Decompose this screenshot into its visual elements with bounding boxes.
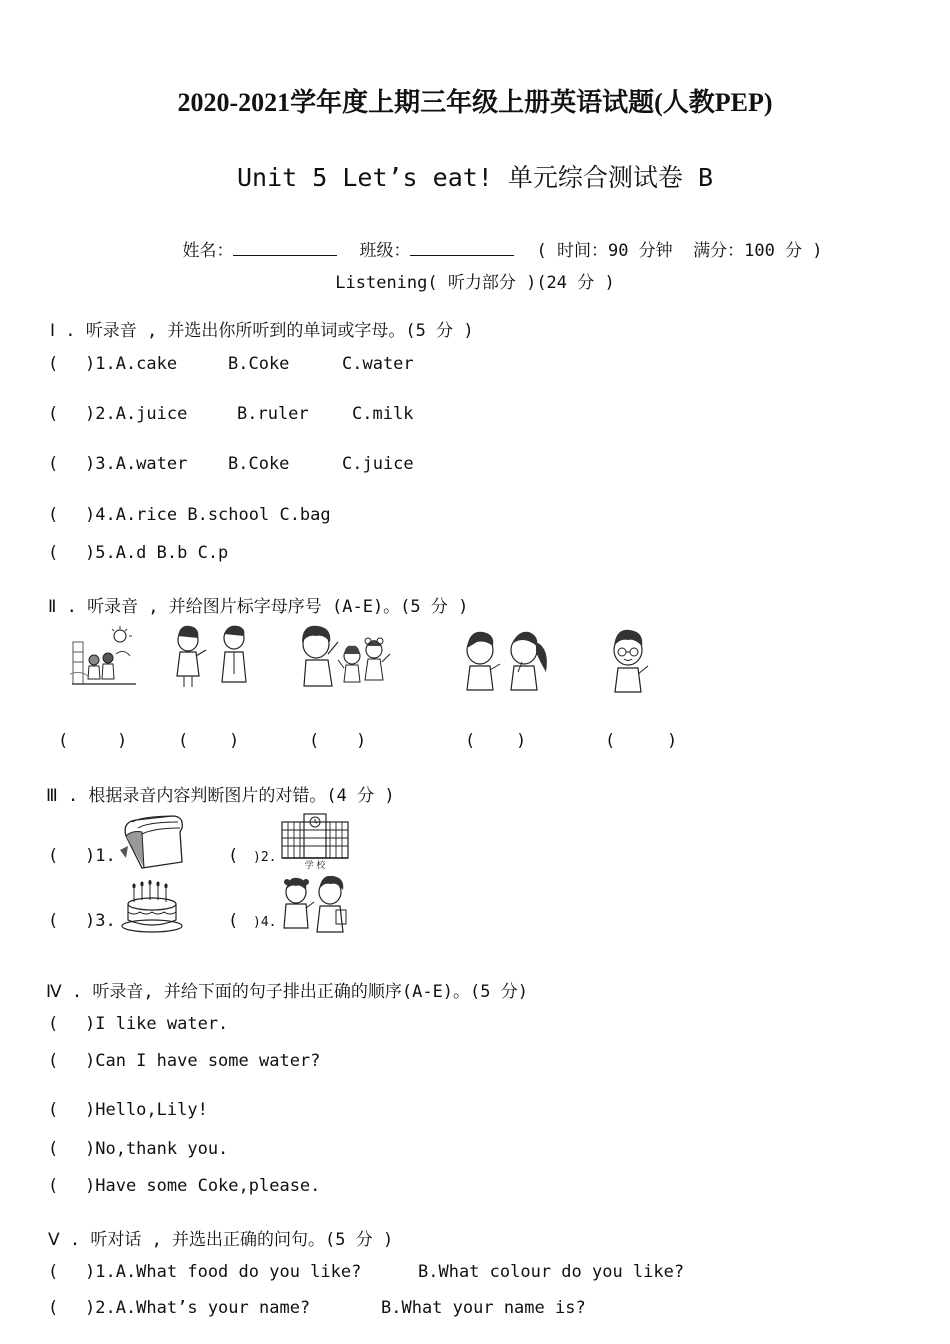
boy-glasses-picture (604, 628, 656, 694)
section-2-heading: Ⅱ . 听录音 , 并给图片标字母序号 (A-E)。(5 分 ) (48, 597, 469, 617)
s2-paren-4-open: ( (465, 731, 476, 751)
s3-q1-paren: ( (48, 846, 59, 866)
s4-item-4: )No,thank you. (85, 1139, 229, 1159)
section-3-heading: Ⅲ . 根据录音内容判断图片的对错。(4 分 ) (46, 786, 395, 806)
section-5-heading: Ⅴ . 听对话 , 并选出正确的问句。(5 分 ) (48, 1230, 394, 1250)
class-label: 班级： (359, 241, 411, 261)
s3-q2-paren: ( (228, 846, 239, 866)
kids-greeting-picture (280, 876, 352, 936)
bread-picture (118, 814, 184, 870)
s5-q1-paren: ( (48, 1262, 59, 1282)
s5-q1-b: B.What colour do you like? (418, 1262, 685, 1282)
s2-paren-2-close: ) (229, 731, 240, 751)
s1-q2-a: )2.A.juice (85, 404, 188, 424)
class-blank[interactable] (410, 239, 514, 256)
s5-q2-b: B.What your name is? (381, 1298, 586, 1318)
s4-item-5: )Have some Coke,please. (85, 1176, 321, 1196)
school-sign-text: 学 校 (304, 861, 326, 871)
s1-q3-a: )3.A.water (85, 454, 188, 474)
s2-paren-3-open: ( (309, 731, 320, 751)
s4-item-3-paren: ( (48, 1100, 59, 1120)
student-info-line (162, 216, 823, 261)
listening-heading: Listening( 听力部分 )(24 分 ) (335, 273, 615, 293)
s3-q4-paren: ( (228, 911, 239, 931)
s2-paren-2-open: ( (178, 731, 189, 751)
time-info: ( 时间：90 分钟 满分：100 分 ) (536, 241, 823, 261)
name-label: 姓名： (182, 241, 234, 261)
s2-paren-5-open: ( (605, 731, 616, 751)
s1-q3-c: C.juice (342, 454, 414, 474)
page-subtitle: Unit 5 Let’s eat! 单元综合测试卷 B (236, 163, 714, 192)
s1-q1-a: )1.A.cake (85, 354, 178, 374)
s4-item-3: )Hello,Lily! (85, 1100, 208, 1120)
s1-q3-b: B.Coke (228, 454, 290, 474)
s4-item-2: )Can I have some water? (85, 1051, 321, 1071)
name-blank[interactable] (233, 239, 337, 256)
s3-q1-label: )1. (85, 846, 116, 866)
s1-q1-b: B.Coke (228, 354, 290, 374)
s5-q1-a: )1.A.What food do you like? (85, 1262, 362, 1282)
s4-item-1: )I like water. (85, 1014, 229, 1034)
s1-q2-paren: ( (48, 404, 59, 424)
section-4-heading: Ⅳ . 听录音, 并给下面的句子排出正确的顺序(A-E)。(5 分) (46, 982, 528, 1002)
s1-q2-c: C.milk (352, 404, 414, 424)
s4-item-1-paren: ( (48, 1014, 59, 1034)
s1-q1-paren: ( (48, 354, 59, 374)
s2-paren-1-open: ( (58, 731, 69, 751)
s4-item-2-paren: ( (48, 1051, 59, 1071)
s4-item-5-paren: ( (48, 1176, 59, 1196)
s1-q5: )5.A.d B.b C.p (85, 543, 229, 563)
s1-q4-paren: ( (48, 505, 59, 525)
s3-q2-label: )2. (253, 850, 277, 865)
s1-q2-b: B.ruler (237, 404, 309, 424)
s3-q4-label: )4. (253, 915, 277, 930)
s1-q3-paren: ( (48, 454, 59, 474)
girl-boy-picture (172, 624, 252, 690)
s2-paren-3-close: ) (356, 731, 367, 751)
section-1-heading: Ⅰ . 听录音 , 并选出你所听到的单词或字母。(5 分 ) (50, 321, 474, 341)
kids-park-picture (70, 624, 138, 688)
s4-item-4-paren: ( (48, 1139, 59, 1159)
s1-q4: )4.A.rice B.school C.bag (85, 505, 331, 525)
s2-paren-1-close: ) (117, 731, 128, 751)
s2-paren-5-close: ) (667, 731, 678, 751)
birthday-cake-picture (120, 880, 184, 936)
s5-q2-a: )2.A.What’s your name? (85, 1298, 311, 1318)
s3-q3-paren: ( (48, 911, 59, 931)
s1-q1-c: C.water (342, 354, 414, 374)
s3-q3-label: )3. (85, 911, 116, 931)
s2-paren-4-close: ) (516, 731, 527, 751)
s5-q2-paren: ( (48, 1298, 59, 1318)
family-waving-picture (296, 624, 392, 690)
boy-girl-ponytail-picture (460, 628, 554, 692)
school-picture (280, 812, 350, 872)
page-title: 2020-2021学年度上期三年级上册英语试题(人教PEP) (177, 88, 773, 117)
s1-q5-paren: ( (48, 543, 59, 563)
